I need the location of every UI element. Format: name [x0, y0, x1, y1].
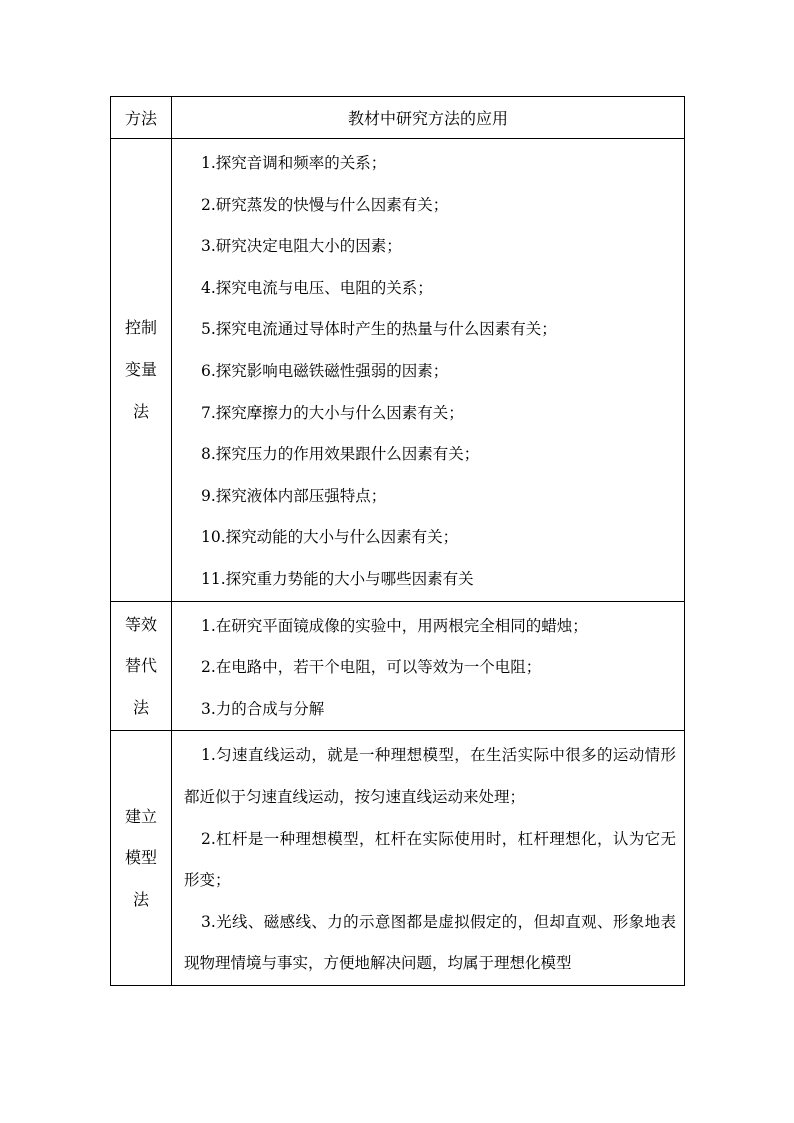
list-item: 3.研究决定电阻大小的因素；: [201, 237, 402, 256]
header-application: 教材中研究方法的应用: [172, 97, 685, 139]
method-label: 替代: [124, 656, 157, 676]
method-label: 模型: [124, 848, 157, 868]
method-label: 变量: [124, 359, 157, 379]
list-item: 11.探究重力势能的大小与哪些因素有关: [201, 569, 474, 588]
application-cell: [172, 601, 685, 731]
list-item: 10.探究动能的大小与什么因素有关；: [201, 528, 459, 547]
method-cell-control-variables: [111, 139, 172, 602]
methods-table: [110, 96, 685, 986]
method-label: 等效: [124, 614, 157, 634]
list-item: 2.在电路中，若干个电阻，可以等效为一个电阻；: [201, 658, 542, 677]
method-cell-equivalent-substitution: [111, 601, 172, 731]
method-cell-model-building: [111, 731, 172, 986]
method-label: 法: [132, 401, 149, 421]
list-item: 2.研究蒸发的快慢与什么因素有关；: [201, 195, 449, 214]
application-cell: [172, 731, 685, 986]
list-item: 1.匀速直线运动，就是一种理想模型，在生活实际中很多的运动情形都近似于匀速直线运动，按匀速直线运动来处理；: [184, 746, 676, 806]
list-item: 3.光线、磁感线、力的示意图都是虚拟假定的，但却直观、形象地表现物理情境与事实，方便地解决问题，均属于理想化模型: [184, 912, 676, 973]
list-item: 2.杠杆是一种理想模型，杠杆在实际使用时，杠杆理想化，认为它无形变；: [184, 829, 676, 890]
list-item: 6.探究影响电磁铁磁性强弱的因素；: [201, 361, 449, 380]
header-method: 方法: [111, 97, 172, 139]
table-header-row: [111, 97, 685, 139]
list-item: 1.探究音调和频率的关系；: [201, 154, 387, 172]
list-item: 5.探究电流通过导体时产生的热量与什么因素有关；: [201, 320, 557, 339]
application-cell: [172, 139, 685, 602]
list-item: 1.在研究平面镜成像的实验中，用两根完全相同的蜡烛；: [201, 616, 588, 635]
list-item: 4.探究电流与电压、电阻的关系；: [201, 278, 433, 297]
method-label: 法: [132, 697, 149, 717]
list-item: 9.探究液体内部压强特点；: [201, 486, 387, 505]
table-row: [111, 139, 685, 602]
table-row: [111, 731, 685, 986]
list-item: 7.探究摩擦力的大小与什么因素有关；: [201, 403, 464, 422]
method-label: 建立: [124, 806, 157, 826]
method-label: 法: [132, 889, 149, 909]
list-item: 3.力的合成与分解: [201, 699, 325, 718]
method-label: 控制: [124, 318, 157, 338]
list-item: 8.探究压力的作用效果跟什么因素有关；: [201, 445, 480, 464]
table-row: [111, 601, 685, 731]
